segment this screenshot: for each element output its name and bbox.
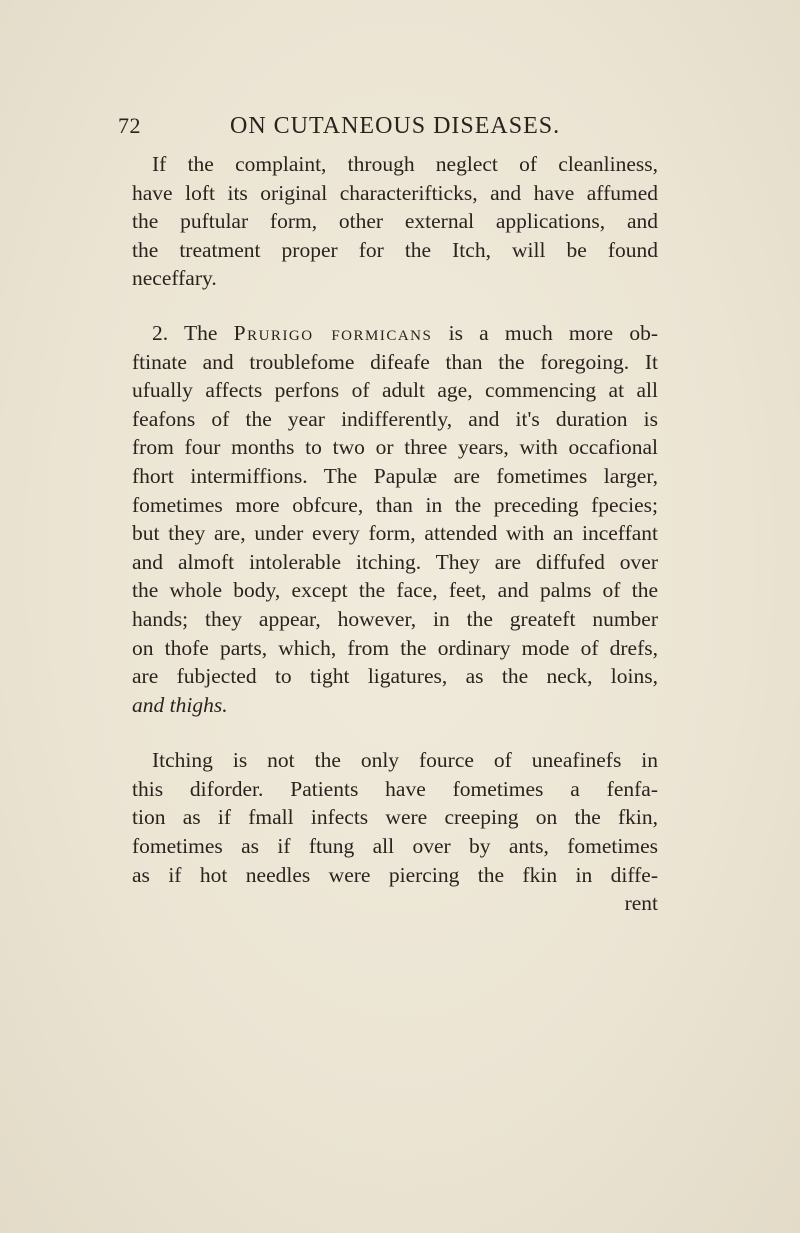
running-head: ON CUTANEOUS DISEASES. <box>230 113 561 139</box>
text-line: and thighs. <box>132 692 228 717</box>
text-line: fometimes as if ftung all over by ants, fometimes <box>132 834 658 859</box>
page-number: 72 <box>118 113 141 138</box>
text-line: fometimes more obfcure, than in the preceding fpecies; <box>132 492 658 517</box>
text-line: are fubjected to tight ligatures, as the neck, loins, <box>132 664 658 689</box>
text-line: Itching is not the only fource of uneafinefs in <box>152 748 658 773</box>
page-header <box>118 113 678 149</box>
first-line-rest: is a much more ob- <box>448 320 658 345</box>
catchword: rent <box>624 891 658 916</box>
disease-term: Prurigo formicans <box>233 320 433 345</box>
text-line: the treatment proper for the Itch, will be found <box>132 237 658 262</box>
paragraph-spacer <box>132 719 658 746</box>
text-line: as if hot needles were piercing the fkin in diffe- <box>132 862 658 887</box>
text-line: the puftular form, other external applications, and <box>132 209 658 234</box>
text-line: from four months to two or three years, with occafional <box>132 435 658 460</box>
text-line-first <box>132 319 658 348</box>
text-line: tion as if fmall infects were creeping on the fkin, <box>132 805 658 830</box>
text-line: but they are, under every form, attended with an inceffant <box>132 521 658 546</box>
paragraph-1 <box>132 150 658 293</box>
text-line: neceffary. <box>132 266 217 291</box>
text-line: the whole body, except the face, feet, and palms of the <box>132 578 658 603</box>
text-line: hands; they appear, however, in the greateft number <box>132 606 658 631</box>
text-line: ftinate and troublefome difeafe than the foregoing. It <box>132 349 658 374</box>
text-line: If the complaint, through neglect of cleanliness, <box>152 152 658 176</box>
text-line: ufually affects perfons of adult age, commencing at all <box>132 378 658 403</box>
text-line: have loft its original characterifticks, and have affumed <box>132 180 658 205</box>
word-the: The <box>183 320 218 345</box>
paragraph-spacer <box>132 293 658 319</box>
paragraph-2 <box>132 319 658 719</box>
section-number: 2. <box>152 320 169 345</box>
text-line: this diforder. Patients have fometimes a fenfa- <box>132 776 658 801</box>
text-line: and almoft intolerable itching. They are diffufed over <box>132 549 658 574</box>
paragraph-3 <box>132 746 658 889</box>
text-line: on thofe parts, which, from the ordinary mode of drefs, <box>132 635 658 660</box>
body-text <box>132 150 658 918</box>
text-line: feafons of the year indifferently, and it's duration is <box>132 406 658 431</box>
text-line: fhort intermiffions. The Papulæ are fometimes larger, <box>132 463 658 488</box>
